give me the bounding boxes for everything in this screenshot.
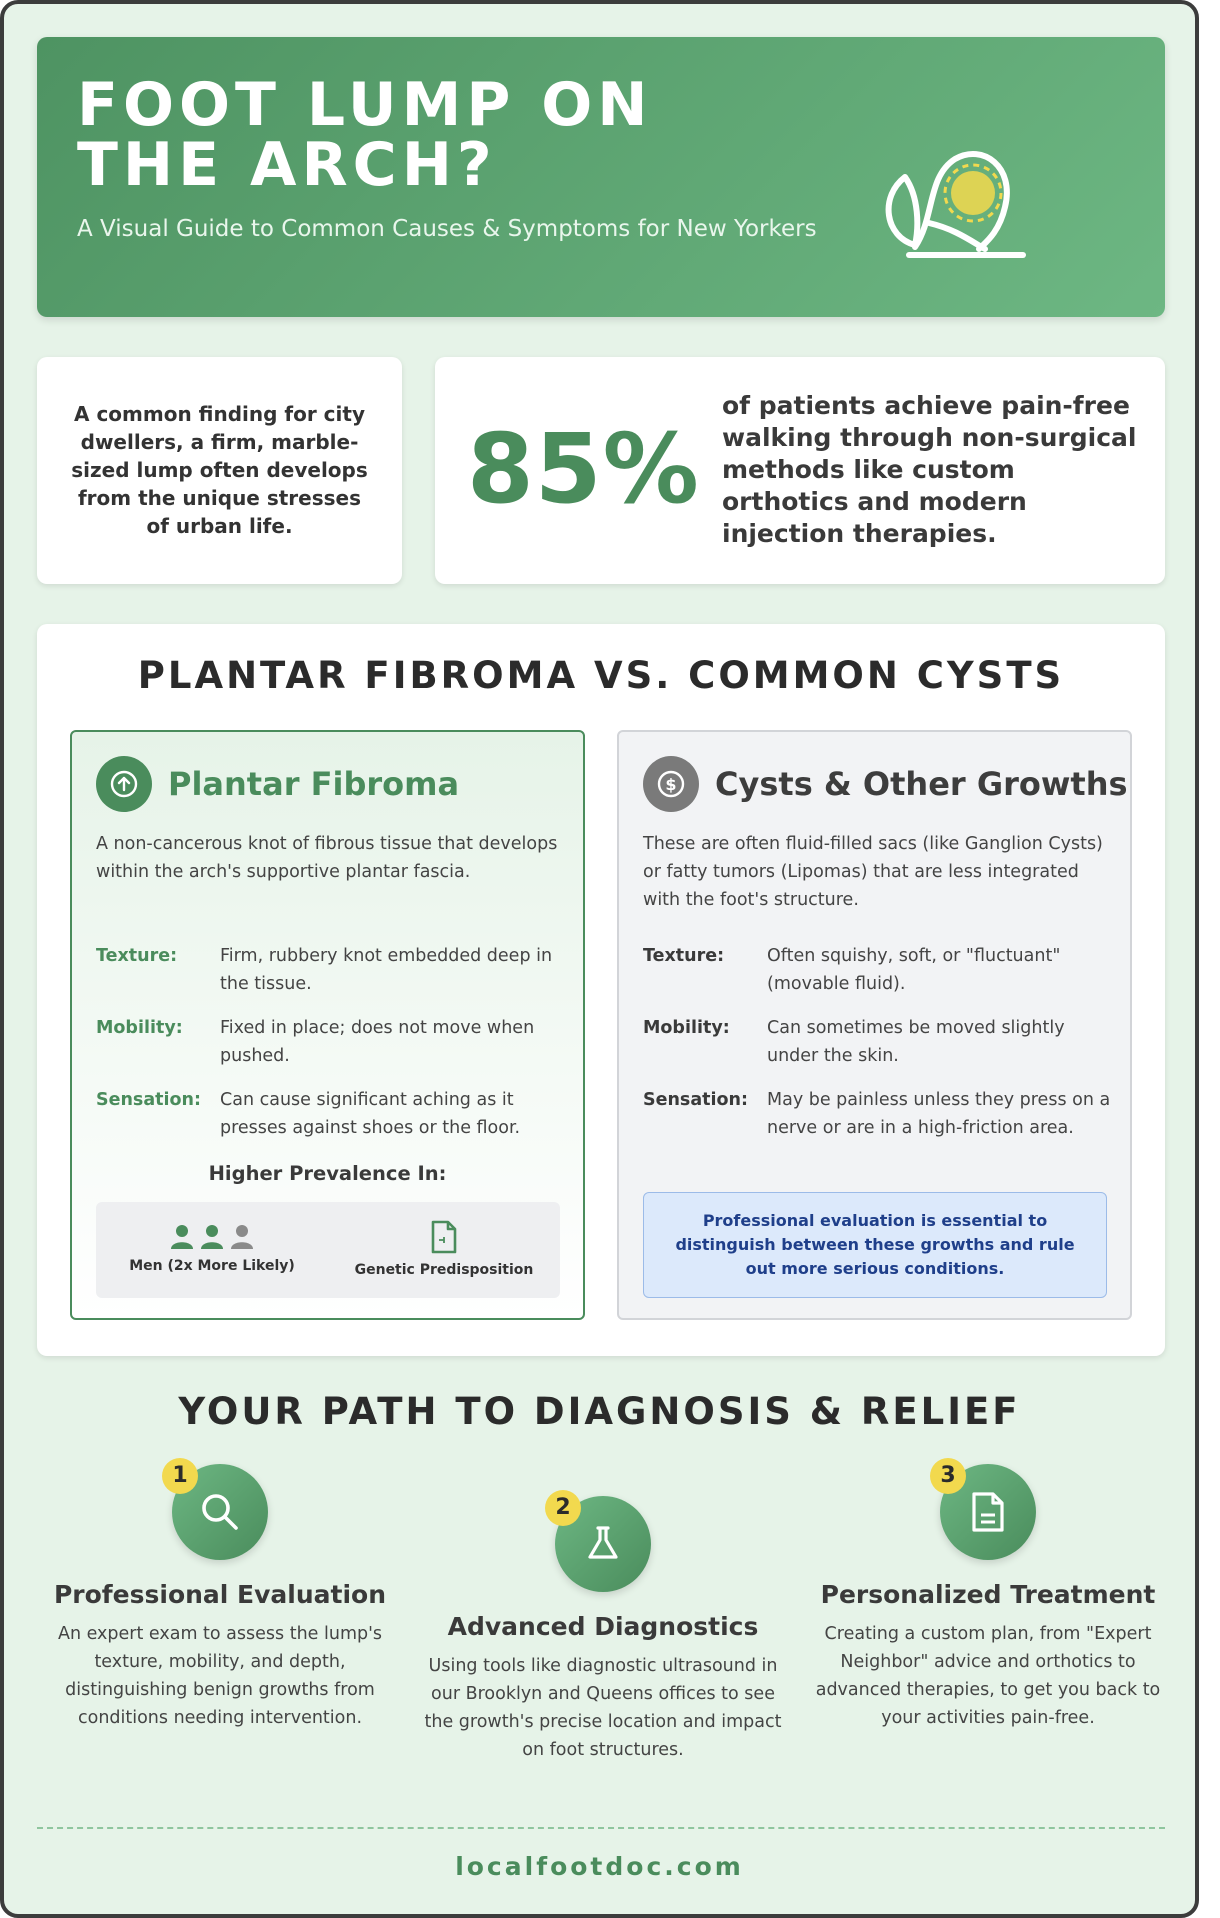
cyst-panel (617, 730, 1132, 1320)
step-number-badge: 1 (162, 1458, 198, 1494)
fibroma-title: Plantar Fibroma (168, 765, 460, 803)
prevalence-men (96, 1202, 328, 1298)
arrow-up-circle-icon (96, 756, 152, 812)
stat-percent-text: of patients achieve pain-free walking through non-surgical methods like custom orthotics and modern injection therapies. (722, 391, 1137, 548)
footer-divider (37, 1827, 1165, 1829)
comparison-title: PLANTAR FIBROMA VS. COMMON CYSTS (137, 654, 1065, 697)
attr-value: Can cause significant aching as it presses against shoes or the floor. (220, 1090, 521, 1138)
stat-card-success-rate (435, 357, 1165, 584)
foot-lump-icon (875, 137, 1035, 277)
attr-label: Mobility: (643, 1018, 730, 1038)
attr-value: May be painless unless they press on a nerve or are in a high-friction area. (767, 1090, 1111, 1138)
fibroma-panel (70, 730, 585, 1320)
prevalence-label: Men (2x More Likely) (129, 1258, 295, 1274)
step-number-badge: 3 (930, 1458, 966, 1494)
stat-common-finding-text: A common finding for city dwellers, a firm, marble-sized lump often develops from the unique stresses of urban life. (71, 402, 368, 538)
attr-label: Texture: (96, 946, 178, 966)
attr-value: Often squishy, soft, or "fluctuant" (movable fluid). (767, 946, 1061, 994)
comparison-section (37, 624, 1165, 1356)
attr-value: Fixed in place; does not move when pushed. (220, 1018, 535, 1066)
stat-card-common-finding (37, 357, 402, 584)
header-banner (37, 37, 1165, 317)
attr-label: Sensation: (96, 1090, 201, 1110)
step-description: Using tools like diagnostic ultrasound in our Brooklyn and Queens offices to see the growth's precise location and impact on foot structures. (424, 1656, 782, 1760)
fibroma-description: A non-cancerous knot of fibrous tissue that develops within the arch's supportive plantar fascia. (96, 834, 558, 882)
prevalence-title: Higher Prevalence In: (208, 1162, 447, 1185)
path-title: YOUR PATH TO DIAGNOSIS & RELIEF (178, 1390, 1021, 1433)
people-icon (96, 1224, 328, 1250)
prevalence-label: Genetic Predisposition (354, 1262, 534, 1278)
attr-label: Texture: (643, 946, 725, 966)
step-title: Advanced Diagnostics (447, 1612, 759, 1641)
document-icon (328, 1220, 560, 1254)
attr-label: Sensation: (643, 1090, 748, 1110)
step-description: An expert exam to assess the lump's texture, mobility, and depth, distinguishing benign growths from conditions needing intervention. (57, 1624, 383, 1728)
cyst-description: These are often fluid-filled sacs (like Ganglion Cysts) or fatty tumors (Lipomas) that are less integrated with the foot's structure. (643, 834, 1103, 910)
prevalence-box (96, 1202, 560, 1298)
dollar-circle-icon (643, 756, 699, 812)
prevalence-genetic (328, 1202, 560, 1298)
cyst-title: Cysts & Other Growths (715, 765, 1128, 803)
step-title: Professional Evaluation (53, 1580, 387, 1609)
step-number-badge: 2 (545, 1490, 581, 1526)
svg-text:$: $ (665, 775, 677, 794)
attr-value: Firm, rubbery knot embedded deep in the tissue. (220, 946, 553, 994)
step-title: Personalized Treatment (820, 1580, 1156, 1609)
step-description: Creating a custom plan, from "Expert Neighbor" advice and orthotics to advanced therapies, to get you back to your activities pain-free. (815, 1624, 1161, 1728)
page-title: FOOT LUMP ON THE ARCH? (77, 70, 653, 200)
attr-label: Mobility: (96, 1018, 183, 1038)
evaluation-note: Professional evaluation is essential to distinguish between these growths and rule out more serious conditions. (643, 1192, 1107, 1298)
stat-percent: 85% (467, 413, 700, 525)
footer-website-link[interactable]: localfootdoc.com (455, 1852, 744, 1881)
attr-value: Can sometimes be moved slightly under the skin. (767, 1018, 1065, 1066)
page-subtitle: A Visual Guide to Common Causes & Symptoms for New Yorkers (77, 216, 817, 242)
